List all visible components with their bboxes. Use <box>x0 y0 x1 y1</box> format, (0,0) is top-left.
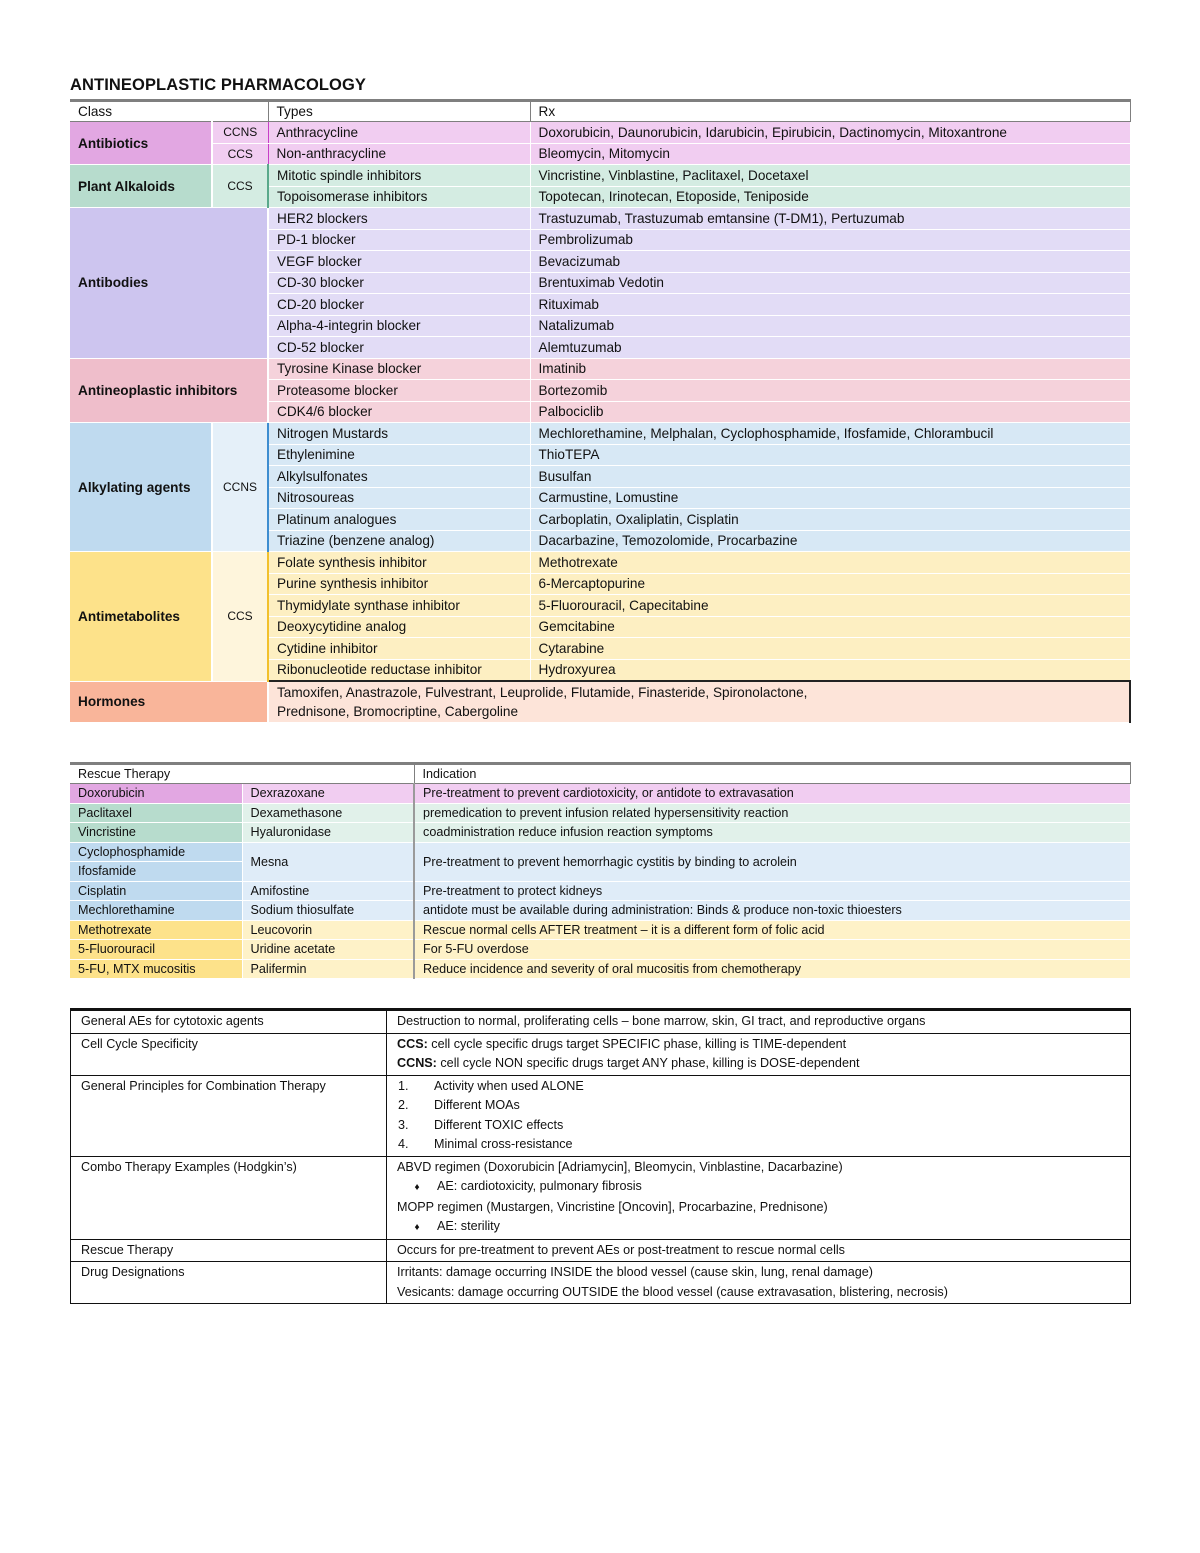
type-cell: Thymidylate synthase inhibitor <box>268 595 530 617</box>
table-row <box>71 1262 1131 1304</box>
header-class: Class <box>70 101 268 122</box>
drug-cell: Mechlorethamine <box>70 901 242 921</box>
table-row <box>71 1010 1131 1034</box>
class-cell: Antibiotics <box>70 122 212 165</box>
list-item: ♦ AE: sterility <box>397 1217 1130 1238</box>
drug-cell: Ifosfamide <box>70 862 242 882</box>
rescue-cell: Hyaluronidase <box>242 823 414 843</box>
specificity-cell: CCS <box>212 165 268 208</box>
rx-cell: Dacarbazine, Temozolomide, Procarbazine <box>530 530 1130 552</box>
rescue-therapy-table <box>70 762 1131 979</box>
rescue-cell: Sodium thiosulfate <box>242 901 414 921</box>
abvd-line: ABVD regimen (Doxorubicin [Adriamycin], Bleomycin, Vinblastine, Dacarbazine) <box>397 1159 843 1174</box>
table-row <box>70 959 1130 979</box>
drug-cell: 5-FU, MTX mucositis <box>70 959 242 979</box>
type-cell: CD-52 blocker <box>268 337 530 359</box>
bullet-icon: ♦ <box>414 1182 420 1193</box>
type-cell: HER2 blockers <box>268 208 530 230</box>
type-cell: Triazine (benzene analog) <box>268 530 530 552</box>
table-row <box>71 1156 1131 1239</box>
type-cell: CDK4/6 blocker <box>268 401 530 423</box>
rx-cell: Rituximab <box>530 294 1130 316</box>
rescue-cell: Palifermin <box>242 959 414 979</box>
table-row <box>70 823 1130 843</box>
row-key: General AEs for cytotoxic agents <box>71 1010 387 1034</box>
row-key: Drug Designations <box>71 1262 387 1304</box>
vesicants-line: Vesicants: damage occurring OUTSIDE the blood vessel (cause extravasation, blistering, necrosis) <box>397 1284 948 1299</box>
type-cell: Deoxycytidine analog <box>268 616 530 638</box>
irritants-line: Irritants: damage occurring INSIDE the blood vessel (cause skin, lung, renal damage) <box>397 1265 873 1279</box>
rx-cell: Vincristine, Vinblastine, Paclitaxel, Docetaxel <box>530 165 1130 187</box>
list-item: 2. Different MOAs <box>398 1098 520 1112</box>
indication-cell: Rescue normal cells AFTER treatment – it is a different form of folic acid <box>414 920 1130 940</box>
type-cell: CD-30 blocker <box>268 272 530 294</box>
table-row <box>70 784 1130 804</box>
drug-class-table <box>70 99 1131 723</box>
indication-cell: antidote must be available during administration: Binds & produce non-toxic thioesters <box>414 901 1130 921</box>
type-cell: Mitotic spindle inhibitors <box>268 165 530 187</box>
rx-cell: Carboplatin, Oxaliplatin, Cisplatin <box>530 509 1130 531</box>
indication-cell: For 5-FU overdose <box>414 940 1130 960</box>
class-cell: Antimetabolites <box>70 552 212 682</box>
drug-cell: Cyclophosphamide <box>70 842 242 862</box>
ccs-line <box>397 1035 1130 1055</box>
type-cell: Platinum analogues <box>268 509 530 531</box>
hormones-line-2: Prednisone, Bromocriptine, Cabergoline <box>277 704 519 720</box>
rx-cell: Doxorubicin, Daunorubicin, Idarubicin, Epirubicin, Dactinomycin, Mitoxantrone <box>530 122 1130 144</box>
rx-cell: Cytarabine <box>530 638 1130 660</box>
ccs-text: cell cycle specific drugs target SPECIFIC phase, killing is TIME-dependent <box>427 1036 847 1051</box>
ccns-line <box>397 1054 1130 1074</box>
table-header-row <box>70 764 1130 784</box>
rescue-cell: Leucovorin <box>242 920 414 940</box>
rx-cell: Bortezomib <box>530 380 1130 402</box>
table-row <box>70 803 1130 823</box>
table-row <box>70 940 1130 960</box>
type-cell: CD-20 blocker <box>268 294 530 316</box>
type-cell: Folate synthesis inhibitor <box>268 552 530 574</box>
rx-cell: Brentuximab Vedotin <box>530 272 1130 294</box>
row-key: Cell Cycle Specificity <box>71 1033 387 1075</box>
indication-cell: coadministration reduce infusion reaction symptoms <box>414 823 1130 843</box>
indication-cell: Pre-treatment to protect kidneys <box>414 881 1130 901</box>
table-row <box>70 901 1130 921</box>
rx-cell: Trastuzumab, Trastuzumab emtansine (T-DM1), Pertuzumab <box>530 208 1130 230</box>
rx-cell: 6-Mercaptopurine <box>530 573 1130 595</box>
header-rescue: Rescue Therapy <box>70 764 414 784</box>
specificity-cell: CCNS <box>212 122 268 144</box>
drug-cell: Vincristine <box>70 823 242 843</box>
row-value: Destruction to normal, proliferating cells – bone marrow, skin, GI tract, and reproductive organs <box>387 1010 1131 1034</box>
mopp-line: MOPP regimen (Mustargen, Vincristine [Oncovin], Procarbazine, Prednisone) <box>397 1199 828 1214</box>
type-cell: VEGF blocker <box>268 251 530 273</box>
rescue-cell: Uridine acetate <box>242 940 414 960</box>
drug-cell: Cisplatin <box>70 881 242 901</box>
class-cell: Hormones <box>70 681 268 722</box>
row-value <box>387 1156 1131 1239</box>
drug-cell: 5-Fluorouracil <box>70 940 242 960</box>
type-cell: Non-anthracycline <box>268 143 530 165</box>
table-row <box>71 1239 1131 1262</box>
specificity-cell: CCNS <box>212 423 268 552</box>
rx-cell: Methotrexate <box>530 552 1130 574</box>
table-row <box>70 842 1130 862</box>
hormones-line-1: Tamoxifen, Anastrazole, Fulvestrant, Leuprolide, Flutamide, Finasteride, Spironolactone, <box>277 685 808 701</box>
table-row <box>70 208 1130 230</box>
ccns-label: CCNS: <box>397 1056 437 1070</box>
header-indication: Indication <box>414 764 1130 784</box>
table-row <box>70 165 1130 187</box>
rescue-cell: Amifostine <box>242 881 414 901</box>
rx-cell: ThioTEPA <box>530 444 1130 466</box>
type-cell: Alpha-4-integrin blocker <box>268 315 530 337</box>
class-cell: Antibodies <box>70 208 268 359</box>
list-item: 3. Different TOXIC effects <box>398 1117 564 1132</box>
type-cell: Proteasome blocker <box>268 380 530 402</box>
type-cell: PD-1 blocker <box>268 229 530 251</box>
type-cell: Topoisomerase inhibitors <box>268 186 530 208</box>
rescue-cell: Dexrazoxane <box>242 784 414 804</box>
rx-cell: Topotecan, Irinotecan, Etoposide, Teniposide <box>530 186 1130 208</box>
drug-cell: Doxorubicin <box>70 784 242 804</box>
ccns-text: cell cycle NON specific drugs target ANY phase, killing is DOSE-dependent <box>436 1056 860 1070</box>
indication-cell: Reduce incidence and severity of oral mucositis from chemotherapy <box>414 959 1130 979</box>
row-value: Occurs for pre-treatment to prevent AEs or post-treatment to rescue normal cells <box>387 1239 1131 1262</box>
rx-cell: Palbociclib <box>530 401 1130 423</box>
specificity-cell: CCS <box>212 143 268 165</box>
drug-cell: Methotrexate <box>70 920 242 940</box>
table-row <box>70 423 1130 445</box>
rx-cell: Gemcitabine <box>530 616 1130 638</box>
table-row <box>70 881 1130 901</box>
type-cell: Anthracycline <box>268 122 530 144</box>
table-row <box>70 358 1130 380</box>
type-cell: Nitrogen Mustards <box>268 423 530 445</box>
type-cell: Tyrosine Kinase blocker <box>268 358 530 380</box>
table-header-row <box>70 101 1130 122</box>
rx-cell: Hydroxyurea <box>530 659 1130 681</box>
table-row <box>70 143 1130 165</box>
row-key: Combo Therapy Examples (Hodgkin’s) <box>71 1156 387 1239</box>
list-item: 4. Minimal cross-resistance <box>398 1137 573 1151</box>
table-row <box>70 920 1130 940</box>
row-value <box>387 1075 1131 1156</box>
list-item: ♦ AE: cardiotoxicity, pulmonary fibrosis <box>397 1177 1130 1198</box>
rx-cell: Pembrolizumab <box>530 229 1130 251</box>
type-cell: Nitrosoureas <box>268 487 530 509</box>
ccs-label: CCS: <box>397 1036 428 1051</box>
row-key: General Principles for Combination Therapy <box>71 1075 387 1156</box>
class-cell: Plant Alkaloids <box>70 165 212 208</box>
rx-cell: Carmustine, Lomustine <box>530 487 1130 509</box>
drug-cell: Paclitaxel <box>70 803 242 823</box>
page-title: ANTINEOPLASTIC PHARMACOLOGY <box>70 76 367 94</box>
rx-cell: Natalizumab <box>530 315 1130 337</box>
type-cell: Ethylenimine <box>268 444 530 466</box>
type-cell: Alkylsulfonates <box>268 466 530 488</box>
row-value <box>387 1033 1131 1075</box>
header-types: Types <box>268 101 530 122</box>
table-row <box>71 1075 1131 1156</box>
rx-cell: Mechlorethamine, Melphalan, Cyclophosphamide, Ifosfamide, Chlorambucil <box>530 423 1130 445</box>
row-value <box>387 1262 1131 1304</box>
type-cell: Purine synthesis inhibitor <box>268 573 530 595</box>
type-cell: Ribonucleotide reductase inhibitor <box>268 659 530 681</box>
rx-cell: Bevacizumab <box>530 251 1130 273</box>
rx-cell: Imatinib <box>530 358 1130 380</box>
header-rx: Rx <box>530 101 1130 122</box>
table-row <box>71 1033 1131 1075</box>
table-row <box>70 552 1130 574</box>
bullet-icon: ♦ <box>414 1222 420 1233</box>
rescue-cell: Dexamethasone <box>242 803 414 823</box>
type-cell: Cytidine inhibitor <box>268 638 530 660</box>
general-principles-table <box>70 1008 1131 1304</box>
indication-cell: Pre-treatment to prevent cardiotoxicity, or antidote to extravasation <box>414 784 1130 804</box>
specificity-cell: CCS <box>212 552 268 682</box>
table-row <box>70 681 1130 722</box>
indication-cell: Pre-treatment to prevent hemorrhagic cystitis by binding to acrolein <box>414 842 1130 881</box>
rx-cell: Bleomycin, Mitomycin <box>530 143 1130 165</box>
class-cell: Antineoplastic inhibitors <box>70 358 268 423</box>
list-item: 1. Activity when used ALONE <box>398 1078 584 1093</box>
rescue-cell: Mesna <box>242 842 414 881</box>
hormones-rx-cell <box>268 681 1130 722</box>
rx-cell: 5-Fluorouracil, Capecitabine <box>530 595 1130 617</box>
indication-cell: premedication to prevent infusion related hypersensitivity reaction <box>414 803 1130 823</box>
class-cell: Alkylating agents <box>70 423 212 552</box>
rx-cell: Busulfan <box>530 466 1130 488</box>
row-key: Rescue Therapy <box>71 1239 387 1262</box>
rx-cell: Alemtuzumab <box>530 337 1130 359</box>
table-row <box>70 122 1130 144</box>
